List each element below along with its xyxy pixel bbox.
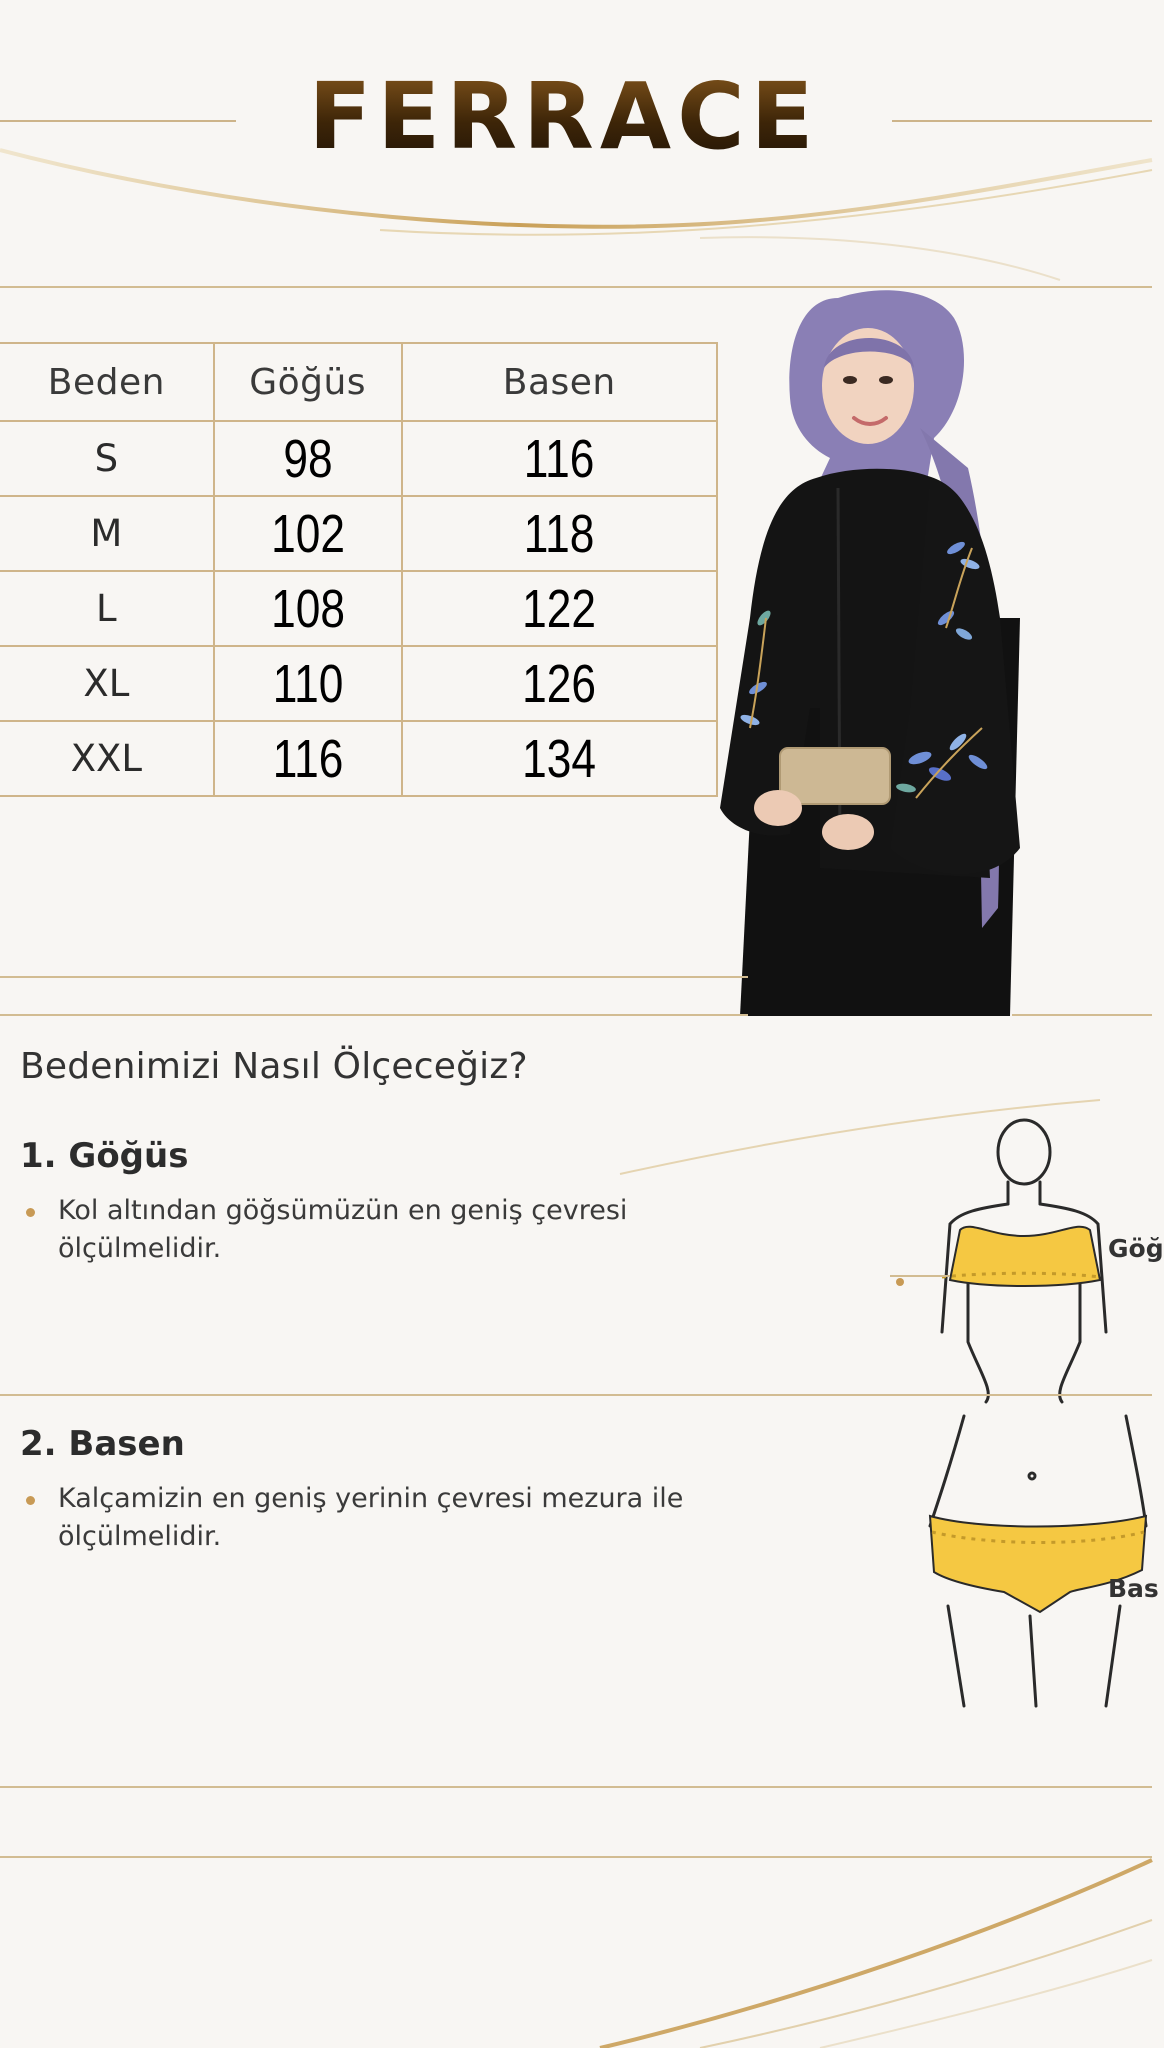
hip-value: 118 xyxy=(523,503,595,564)
step-chest-text-line1: Kol altından göğsümüzün en geniş çevresi xyxy=(58,1195,628,1226)
column-header-chest: Göğüs xyxy=(214,343,402,421)
hip-cell xyxy=(402,496,717,571)
table-row xyxy=(0,421,717,496)
hip-value: 116 xyxy=(523,428,595,489)
chest-cell xyxy=(214,421,402,496)
hip-value: 122 xyxy=(522,578,597,639)
header-gold-swoosh xyxy=(0,120,1152,290)
step-hip-title: 2. Basen xyxy=(20,1424,185,1464)
chest-cell xyxy=(214,496,402,571)
hip-cell xyxy=(402,721,717,796)
table-row xyxy=(0,496,717,571)
chest-value: 110 xyxy=(272,653,343,714)
step-hip-text-line1: Kalçamizin en geniş yerinin çevresi mezura ile xyxy=(58,1483,684,1514)
column-header-hip: Basen xyxy=(402,343,717,421)
chest-value: 102 xyxy=(270,503,345,564)
table-header-row xyxy=(0,343,717,421)
table-row xyxy=(0,646,717,721)
step-chest-text-line2: ölçülmelidir. xyxy=(58,1233,222,1264)
section-divider-4 xyxy=(0,1786,1152,1788)
hip-measurement-figure xyxy=(920,1406,1152,1706)
size-cell: S xyxy=(0,421,214,496)
chest-cell xyxy=(214,571,402,646)
model-photo xyxy=(720,288,1040,1016)
hip-cell xyxy=(402,571,717,646)
bullet-icon xyxy=(26,1208,35,1217)
column-header-size: Beden xyxy=(0,343,214,421)
table-row xyxy=(0,571,717,646)
table-row xyxy=(0,721,717,796)
hip-value: 126 xyxy=(522,653,597,714)
hip-cell xyxy=(402,421,717,496)
step-hip-text-line2: ölçülmelidir. xyxy=(58,1521,222,1552)
size-cell: XL xyxy=(0,646,214,721)
chest-value: 98 xyxy=(283,428,333,489)
section-divider-1 xyxy=(0,976,748,978)
footer-gold-swoosh xyxy=(0,1840,1152,2048)
chest-figure-label: Göğ xyxy=(1108,1234,1164,1263)
hip-value: 134 xyxy=(522,728,597,789)
chest-value: 108 xyxy=(270,578,345,639)
chest-value: 116 xyxy=(272,728,343,789)
size-cell: M xyxy=(0,496,214,571)
hip-cell xyxy=(402,646,717,721)
chest-cell xyxy=(214,721,402,796)
size-chart-table xyxy=(0,342,718,797)
section-divider-2b xyxy=(1012,1014,1152,1016)
section-divider-2 xyxy=(0,1014,748,1016)
howto-heading: Bedenimizi Nasıl Ölçeceğiz? xyxy=(20,1046,528,1087)
bullet-icon xyxy=(26,1496,35,1505)
section-divider-3 xyxy=(0,1394,1152,1396)
chest-cell xyxy=(214,646,402,721)
model-figure-illustration xyxy=(720,288,1040,1016)
hip-figure-label: Bas xyxy=(1108,1574,1159,1603)
step-chest-title: 1. Göğüs xyxy=(20,1136,189,1176)
size-cell: L xyxy=(0,571,214,646)
brand-title: FERRACE xyxy=(258,62,870,172)
size-cell: XXL xyxy=(0,721,214,796)
